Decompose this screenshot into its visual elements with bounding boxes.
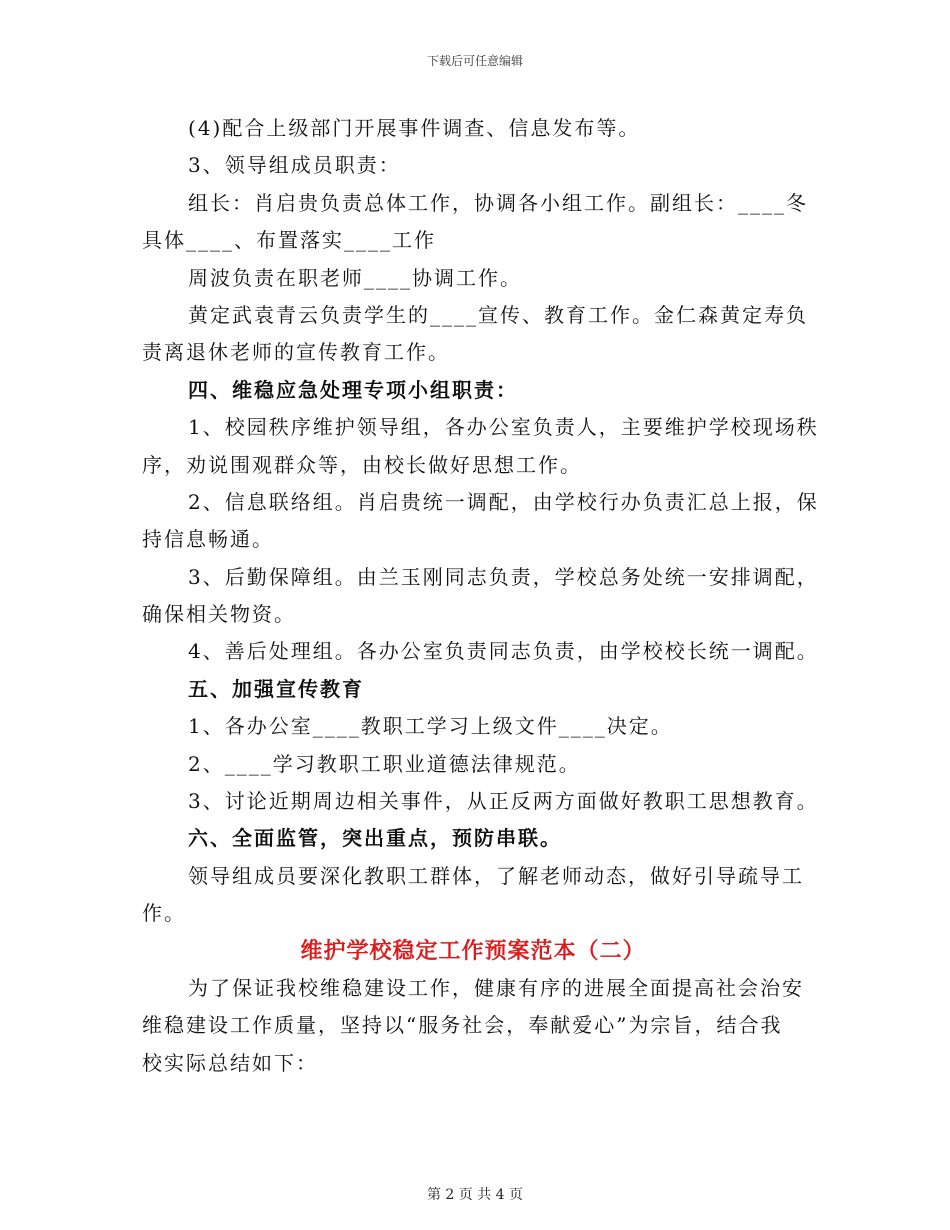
- paragraph-line: 黄定武袁青云负责学生的____宣传、教育工作。金仁森黄定寿负: [188, 302, 808, 327]
- paragraph-line: 1、各办公室____教职工学习上级文件____决定。: [188, 714, 673, 739]
- paragraph-line: 为了保证我校维稳建设工作，健康有序的进展全面提高社会治安: [188, 975, 804, 1000]
- paragraph-line: (4)配合上级部门开展事件调查、信息发布等。: [188, 116, 641, 140]
- paragraph-line: 3、领导组成员职责：: [188, 153, 401, 178]
- document-body: [142, 110, 819, 1082]
- paragraph-line: 维稳建设工作质量，坚持以“服务社会，奉献爱心”为宗旨，结合我: [142, 1013, 783, 1038]
- paragraph-line: 校实际总结如下：: [142, 1050, 318, 1075]
- paragraph-line: 组长：肖启贵负责总体工作，协调各小组工作。副组长：____冬: [188, 190, 808, 215]
- paragraph-line: 周波负责在职老师____协调工作。: [188, 265, 522, 290]
- paragraph-line: 确保相关物资。: [142, 602, 296, 627]
- paragraph-line: 责离退休老师的宣传教育工作。: [142, 340, 450, 365]
- paragraph-line: 2、信息联络组。肖启贵统一调配，由学校行办负责汇总上报，保: [188, 489, 819, 514]
- paragraph-line: 4、善后处理组。各办公室负责同志负责，由学校校长统一调配。: [188, 639, 819, 664]
- paragraph-line: 作。: [142, 901, 186, 926]
- document-title: 维护学校稳定工作预案范本（二）: [300, 937, 646, 964]
- paragraph-line: 2、____学习教职工职业道德法律规范。: [188, 751, 581, 776]
- paragraph-line: 领导组成员要深化教职工群体，了解老师动态，做好引导疏导工: [188, 863, 804, 888]
- paragraph-line: 序，劝说围观群众等，由校长做好思想工作。: [142, 452, 582, 477]
- paragraph-line: 3、讨论近期周边相关事件，从正反两方面做好教职工思想教育。: [188, 789, 819, 814]
- section-heading: 五、加强宣传教育: [188, 676, 364, 701]
- page-number: 第 2 页 共 4 页: [426, 1187, 524, 1203]
- paragraph-line: 1、校园秩序维护领导组，各办公室负责人，主要维护学校现场秩: [188, 415, 819, 440]
- paragraph-line: 持信息畅通。: [142, 527, 274, 552]
- paragraph-line: 3、后勤保障组。由兰玉刚同志负责，学校总务处统一安排调配，: [188, 564, 819, 589]
- page-header: 下载后可任意编辑: [426, 54, 523, 68]
- section-heading: 四、维稳应急处理专项小组职责：: [188, 377, 518, 402]
- section-heading: 六、全面监管，突出重点，预防串联。: [188, 826, 562, 851]
- paragraph-line: 具体____、布置落实____工作: [142, 228, 436, 253]
